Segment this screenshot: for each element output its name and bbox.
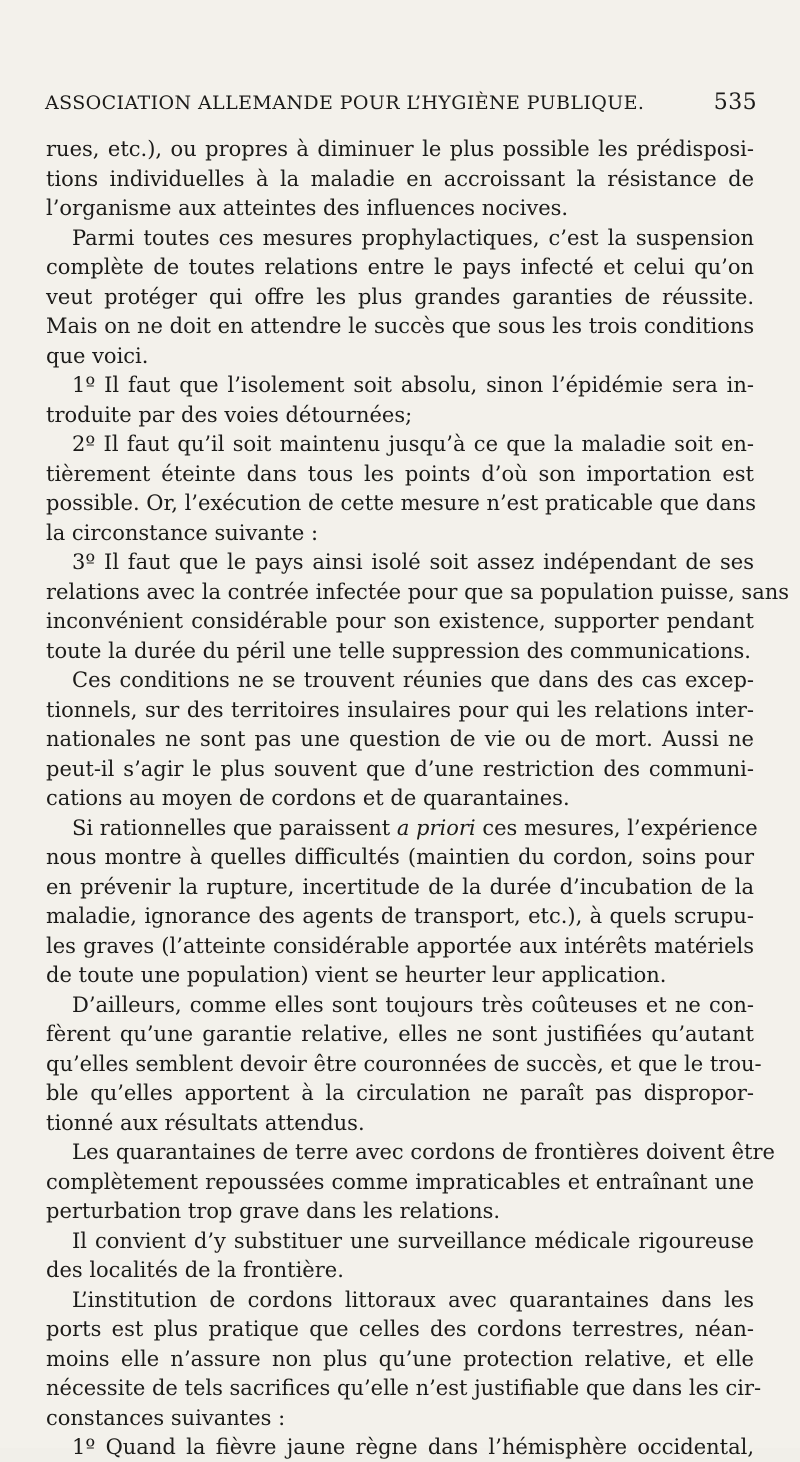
- text-line: qu’elles semblent devoir être couronnées de succès, et que le trou-: [46, 1051, 762, 1076]
- text-line: L’institution de cordons littoraux avec quarantaines dans les: [72, 1287, 754, 1312]
- text-line: maladie, ignorance des agents de transport, etc.), à quels scrupu-: [46, 904, 754, 928]
- text-line: l’organisme aux atteintes des influences nocives.: [46, 196, 569, 220]
- text-line: cations au moyen de cordons et de quarantaines.: [46, 786, 570, 810]
- text-line: tionnels, sur des territoires insulaires pour qui les relations inter-: [46, 697, 754, 722]
- text-line: tièrement éteinte dans tous les points d’où son importation est: [46, 461, 754, 486]
- text-line: nous montre à quelles difficultés (maintien du cordon, soins pour: [46, 845, 754, 869]
- text-line: ble qu’elles apportent à la circulation ne paraît pas dispropor-: [46, 1081, 754, 1105]
- text-line: nationales ne sont pas une question de vie ou de mort. Aussi ne: [46, 727, 754, 751]
- text-line: les graves (l’atteinte considérable apportée aux intérêts matériels: [46, 933, 754, 958]
- text-line: que voici.: [46, 343, 149, 368]
- text-line: en prévenir la rupture, incertitude de la durée d’incubation de la: [46, 874, 754, 899]
- page-number: 535: [713, 90, 757, 115]
- text-line: moins elle n’assure non plus qu’une protection relative, et elle: [46, 1346, 754, 1371]
- text-line: tionné aux résultats attendus.: [46, 1110, 365, 1135]
- running-header: [45, 90, 757, 124]
- text-line: complète de toutes relations entre le pays infecté et celui qu’on: [46, 255, 754, 279]
- text-line: Mais on ne doit en attendre le succès que sous les trois conditions: [46, 314, 755, 338]
- text-line: veut protéger qui offre les plus grandes garanties de réussite.: [46, 284, 754, 309]
- text-line: ports est plus pratique que celles des cordons terrestres, néan-: [46, 1317, 754, 1341]
- text-line: relations avec la contrée infectée pour que sa population puisse, sans: [46, 579, 790, 604]
- text-line: D’ailleurs, comme elles sont toujours très coûteuses et ne con-: [72, 992, 754, 1017]
- text-line: perturbation trop grave dans les relations.: [46, 1199, 501, 1223]
- text-line: Les quarantaines de terre avec cordons de frontières doivent être: [72, 1140, 775, 1164]
- text-line: Parmi toutes ces mesures prophylactiques, c’est la suspension: [72, 225, 754, 250]
- text-line: 3º Il faut que le pays ainsi isolé soit assez indépendant de ses: [72, 550, 754, 574]
- text-line: inconvénient considérable pour son existence, supporter pendant: [46, 609, 754, 633]
- text-line: des localités de la frontière.: [46, 1258, 344, 1282]
- text-line: nécessite de tels sacrifices qu’elle n’est justifiable que dans les cir-: [46, 1376, 762, 1400]
- text-line: tions individuelles à la maladie en accroissant la résistance de: [46, 166, 754, 191]
- text-line: troduite par des voies détournées;: [46, 402, 413, 427]
- text-line: 1º Quand la fièvre jaune règne dans l’hémisphère occidental,: [72, 1435, 754, 1459]
- text-line: complètement repoussées comme impraticables et entraînant une: [46, 1169, 754, 1194]
- text-line: 2º Il faut qu’il soit maintenu jusqu’à ce que la maladie soit en-: [72, 432, 754, 456]
- text-line: peut-il s’agir le plus souvent que d’une restriction des communi-: [46, 756, 754, 781]
- text-line: 1º Il faut que l’isolement soit absolu, sinon l’épidémie sera in-: [72, 373, 754, 397]
- text-line: fèrent qu’une garantie relative, elles ne sont justifiées qu’autant: [46, 1022, 754, 1046]
- text-line: Ces conditions ne se trouvent réunies que dans des cas excep-: [72, 668, 754, 692]
- text-line: la circonstance suivante :: [46, 520, 319, 545]
- text-line: constances suivantes :: [46, 1405, 286, 1430]
- text-line: toute la durée du péril une telle suppression des communications.: [46, 638, 751, 663]
- text-line: de toute une population) vient se heurter leur application.: [46, 963, 667, 987]
- text-line: Il convient d’y substituer une surveillance médicale rigoureuse: [72, 1228, 754, 1253]
- text-line: rues, etc.), ou propres à diminuer le plus possible les prédisposi-: [46, 137, 754, 161]
- text-line: possible. Or, l’exécution de cette mesure n’est praticable que dans: [46, 491, 757, 515]
- header-title: ASSOCIATION ALLEMANDE POUR L’HYGIÈNE PUBLIQUE.: [45, 92, 645, 114]
- text-line: Si rationnelles que paraissent a priori ces mesures, l’expérience: [72, 815, 758, 840]
